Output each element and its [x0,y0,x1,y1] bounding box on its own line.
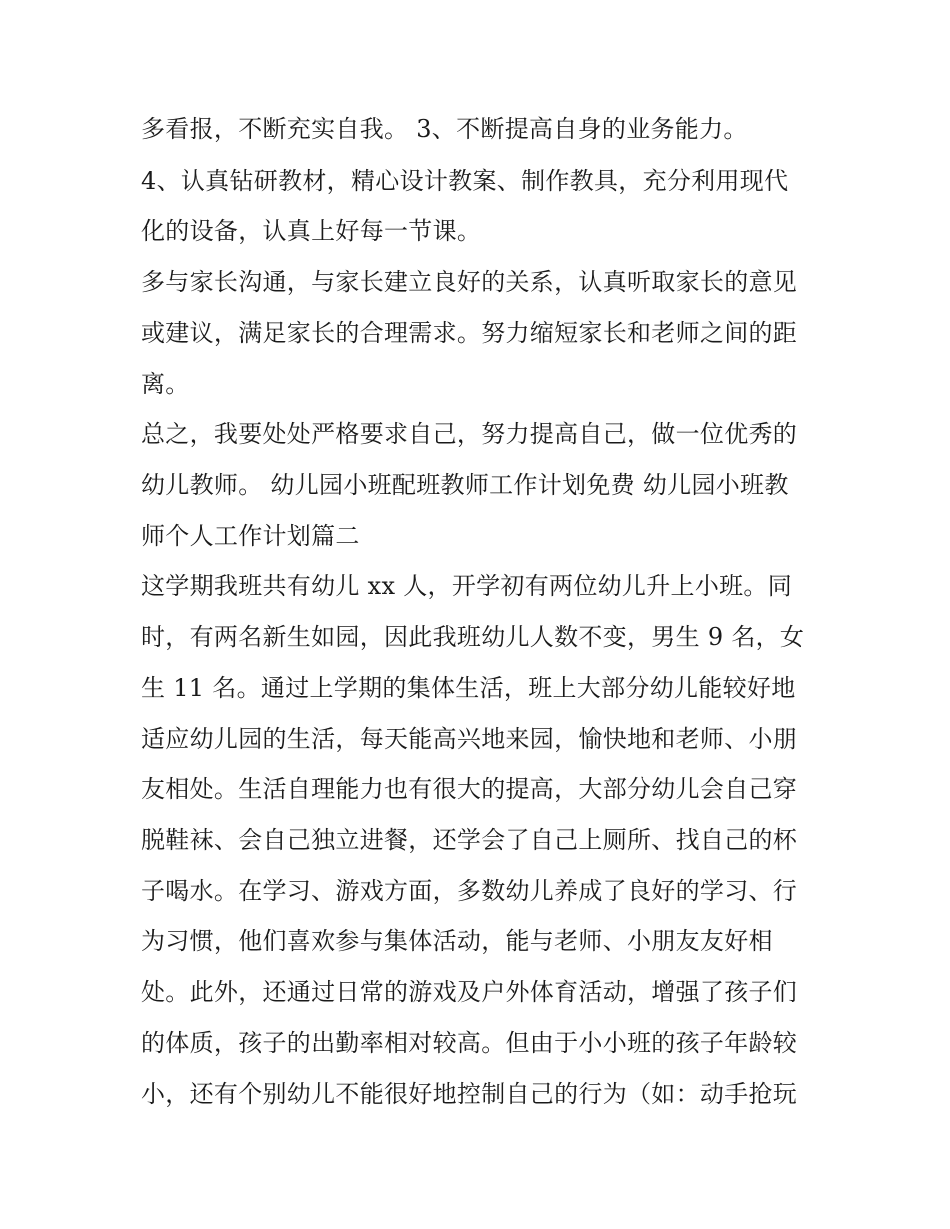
text-line: 师个人工作计划篇二 [141,522,360,550]
text-line: 幼儿教师。 幼儿园小班配班教师工作计划免费 幼儿园小班教 [141,471,789,499]
text-line: 小，还有个别幼儿不能很好地控制自己的行为（如：动手抢玩 [141,1080,798,1108]
text-line: 多与家长沟通，与家长建立良好的关系，认真听取家长的意见 [141,268,798,296]
text-line: 或建议，满足家长的合理需求。努力缩短家长和老师之间的距 [141,319,798,347]
text-line: 脱鞋袜、会自己独立进餐，还学会了自己上厕所、找自己的杯 [141,826,798,854]
text-line: 子喝水。在学习、游戏方面，多数幼儿养成了良好的学习、行 [141,877,798,905]
text-line: 为习惯，他们喜欢参与集体活动，能与老师、小朋友友好相 [141,927,773,955]
text-line: 化的设备，认真上好每一节课。 [141,217,482,245]
text-line: 总之，我要处处严格要求自己，努力提高自己，做一位优秀的 [141,420,798,448]
text-line: 4、认真钻研教材，精心设计教案、制作教具，充分利用现代 [141,167,789,195]
text-line: 这学期我班共有幼儿 xx 人，开学初有两位幼儿升上小班。同 [141,572,793,600]
text-line: 多看报，不断充实自我。 3、不断提高自身的业务能力。 [141,115,748,143]
text-line: 离。 [141,370,190,398]
text-line: 时，有两名新生如园，因此我班幼儿人数不变，男生 9 名，女 [141,623,805,651]
text-line: 友相处。生活自理能力也有很大的提高，大部分幼儿会自己穿 [141,775,798,803]
text-line: 适应幼儿园的生活，每天能高兴地来园，愉快地和老师、小朋 [141,725,798,753]
text-line: 的体质，孩子的出勤率相对较高。但由于小小班的孩子年龄较 [141,1029,798,1057]
text-line: 处。此外，还通过日常的游戏及户外体育活动，增强了孩子们 [141,978,798,1006]
text-line: 生 11 名。通过上学期的集体生活，班上大部分幼儿能较好地 [141,674,796,702]
